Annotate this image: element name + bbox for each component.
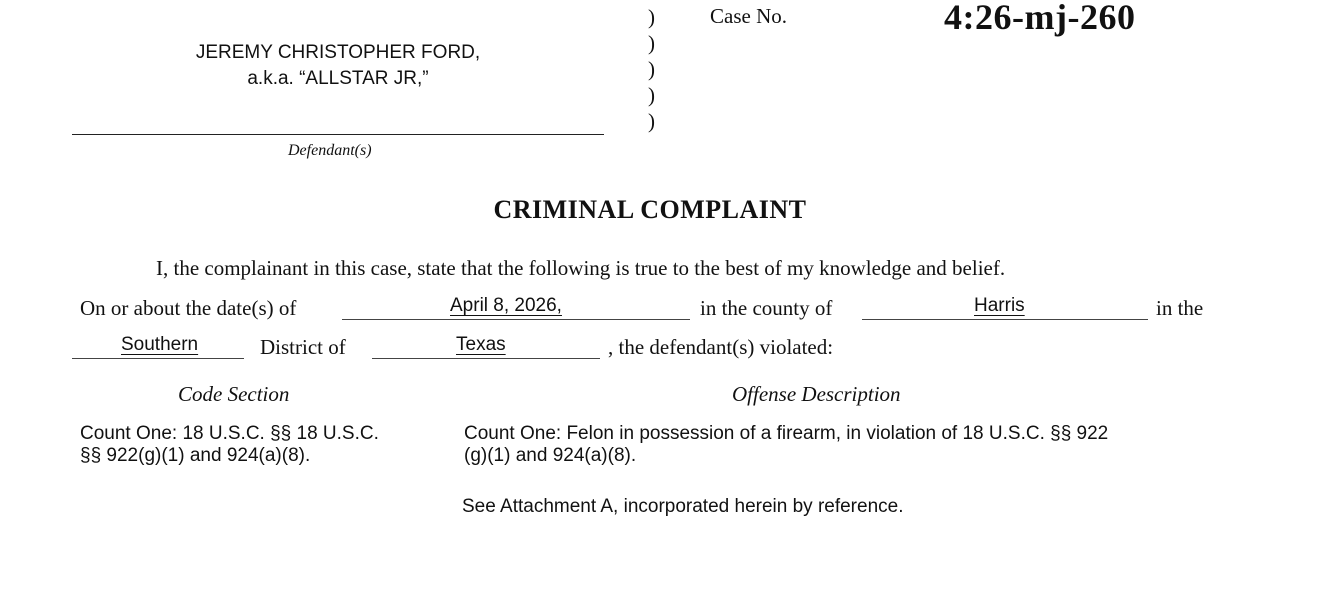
district-name: Southern	[121, 334, 199, 355]
date-fill-line	[342, 319, 690, 320]
caption-paren: )	[648, 57, 655, 81]
caption-paren: )	[648, 109, 655, 133]
case-number-label: Case No.	[710, 4, 787, 28]
offense-description-header: Offense Description	[732, 382, 901, 406]
document-title: CRIMINAL COMPLAINT	[493, 195, 807, 224]
count-code-line2: §§ 922(g)(1) and 924(a)(8).	[80, 445, 311, 466]
caption-parens	[648, 4, 664, 134]
district-fill-line	[72, 358, 244, 359]
intro-statement: I, the complainant in this case, state that the following is true to the best of my knowledge and belief.	[156, 256, 1006, 280]
offense-date: April 8, 2026,	[450, 295, 562, 316]
county-fill-line	[862, 319, 1148, 320]
defendant-label: Defendant(s)	[288, 142, 372, 159]
count-offense-line1: Count One: Felon in possession of a firearm, in violation of 18 U.S.C. §§ 922	[464, 423, 1109, 444]
district-label: District of	[260, 335, 346, 359]
defendant-aka: a.k.a. “ALLSTAR JR,”	[247, 68, 429, 89]
code-section-header: Code Section	[178, 382, 290, 406]
state-fill-line	[372, 358, 600, 359]
defendant-name: JEREMY CHRISTOPHER FORD,	[195, 42, 481, 63]
defendant-signature-line	[72, 134, 604, 135]
state-value: Texas	[456, 334, 506, 355]
county-value: Harris	[974, 295, 1025, 316]
attachment-note: See Attachment A, incorporated herein by reference.	[462, 496, 904, 517]
caption-paren: )	[648, 83, 655, 107]
count-code-line1: Count One: 18 U.S.C. §§ 18 U.S.C.	[80, 423, 379, 444]
date-prefix: On or about the date(s) of	[80, 296, 297, 320]
case-number-value: 4:26-mj-260	[944, 0, 1136, 37]
line1-suffix: in the	[1156, 296, 1204, 320]
caption-paren: )	[648, 5, 655, 29]
count-offense-line2: (g)(1) and 924(a)(8).	[464, 445, 637, 466]
caption-paren: )	[648, 31, 655, 55]
line2-suffix: , the defendant(s) violated:	[608, 335, 834, 359]
county-label: in the county of	[700, 296, 833, 320]
